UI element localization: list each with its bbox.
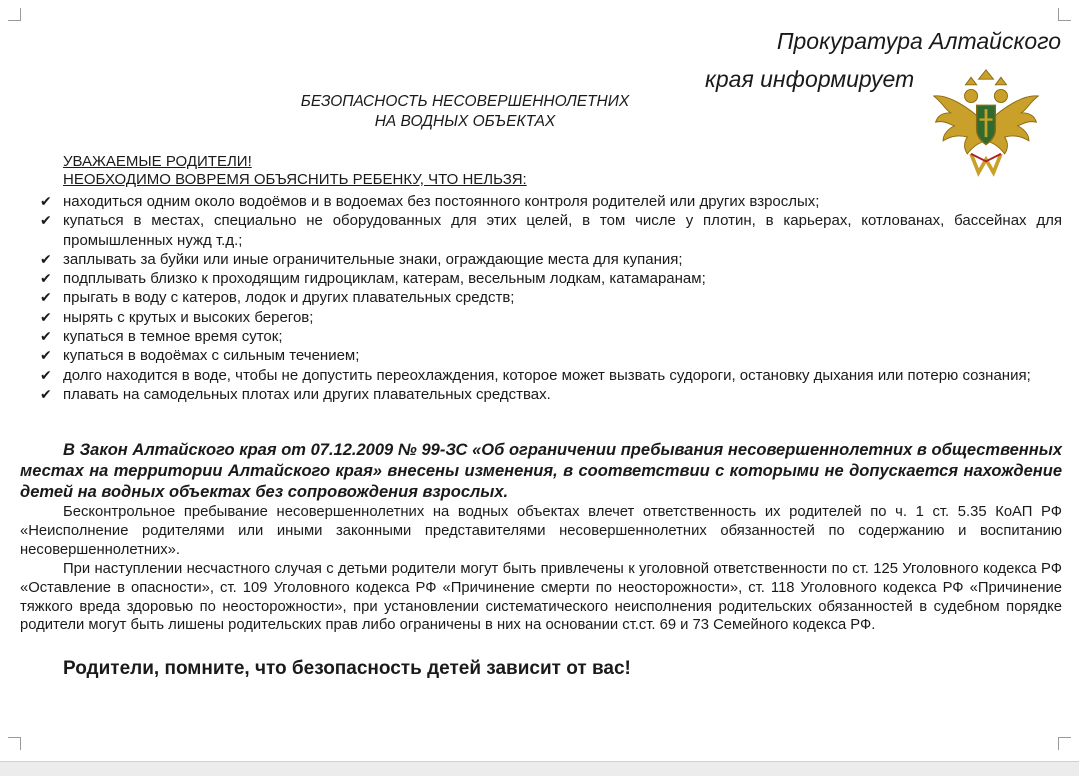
list-item-text: купаться в местах, специально не оборудованных для этих целей, в том числе у плотин, в карьерах, котлованах, бассейнах для промышленных нужд т.д.; bbox=[63, 212, 1062, 249]
page-bottom-edge bbox=[0, 761, 1079, 776]
list-item bbox=[20, 327, 1062, 346]
list-item-text: плавать на самодельных плотах или других плавательных средствах. bbox=[63, 385, 551, 403]
checkmark-icon: ✔ bbox=[40, 308, 52, 325]
list-item bbox=[20, 308, 1062, 327]
list-item-text: подплывать близко к проходящим гидроциклам, катерам, весельным лодкам, катамаранам; bbox=[63, 270, 706, 288]
list-item-text: нырять с крутых и высоких берегов; bbox=[63, 308, 314, 326]
list-item-text: купаться в водоёмах с сильным течением; bbox=[63, 347, 360, 365]
appeal-line-2: НЕОБХОДИМО ВОВРЕМЯ ОБЪЯСНИТЬ РЕБЕНКУ, ЧТО НЕЛЬЗЯ: bbox=[63, 171, 527, 188]
checkmark-icon: ✔ bbox=[40, 250, 52, 267]
title-line-2: НА ВОДНЫХ ОБЪЕКТАХ bbox=[374, 113, 556, 130]
closing-statement: Родители, помните, что безопасность детей зависит от вас! bbox=[63, 658, 631, 679]
list-item-text: прыгать в воду с катеров, лодок и других плавательных средств; bbox=[63, 289, 515, 307]
appeal-line-1: УВАЖАЕМЫЕ РОДИТЕЛИ! bbox=[63, 153, 252, 170]
list-item bbox=[20, 211, 1062, 250]
page-corner-mark bbox=[8, 737, 21, 750]
list-item-text: купаться в темное время суток; bbox=[63, 328, 283, 346]
checkmark-icon: ✔ bbox=[40, 366, 52, 383]
list-item bbox=[20, 269, 1062, 288]
list-item bbox=[20, 385, 1062, 404]
page-corner-mark bbox=[8, 8, 21, 21]
document-title bbox=[230, 92, 700, 132]
criminal-liability-paragraph: При наступлении несчастного случая с детьми родители могут быть привлечены к уголовной ответственности по ст. 125 Уголовного кодекса РФ «Оставление в опасности», ст. 109 Уголовного кодекса РФ «Причинение смерти по неосторожности», ст. 118 Уголовного кодекса РФ «Причинение тяжкого вреда здоровью по неосторожности», при установлении систематического неисполнения родительских обязанностей в судебном порядке родители могут быть лишены родительских прав либо ограничены в них на основании ст.ст. 69 и 73 Семейного кодекса РФ. bbox=[20, 561, 1062, 634]
liability-paragraph: Бесконтрольное пребывание несовершеннолетних на водных объектах влечет ответственность их родителей по ч. 1 ст. 5.35 КоАП РФ «Неисполнение родителями или иными законными представителями несовершеннолетних обязанностей по содержанию и воспитанию несовершеннолетних». bbox=[20, 504, 1062, 558]
appeal-heading bbox=[63, 153, 527, 189]
checkmark-icon: ✔ bbox=[40, 289, 52, 306]
law-amendment-paragraph: В Закон Алтайского края от 07.12.2009 № 99-ЗС «Об ограничении пребывания несовершеннолетних в общественных местах на территории Алтайского края» внесены изменения, в соответствии с которыми не допускается нахождение детей на водных объектах без сопровождения взрослых. bbox=[20, 441, 1062, 501]
header-line-2: края информирует bbox=[705, 66, 915, 92]
list-item bbox=[20, 250, 1062, 269]
list-item-text: находиться одним около водоёмов и в водоемах без постоянного контроля родителей или других взрослых; bbox=[63, 193, 820, 210]
list-item bbox=[20, 192, 1062, 211]
checkmark-icon: ✔ bbox=[40, 193, 52, 209]
page-corner-mark bbox=[1058, 8, 1071, 21]
list-item bbox=[20, 288, 1062, 307]
list-item bbox=[20, 346, 1062, 365]
checkmark-icon: ✔ bbox=[40, 385, 52, 402]
header-line-1: Прокуратура Алтайского bbox=[776, 28, 1061, 54]
prohibitions-list bbox=[20, 192, 1062, 404]
title-line-1: БЕЗОПАСНОСТЬ НЕСОВЕРШЕННОЛЕТНИХ bbox=[300, 93, 630, 110]
checkmark-icon: ✔ bbox=[40, 328, 52, 345]
checkmark-icon: ✔ bbox=[40, 270, 52, 287]
prosecutor-emblem-icon bbox=[930, 68, 1042, 180]
list-item bbox=[20, 366, 1062, 385]
list-item-text: долго находится в воде, чтобы не допустить переохлаждения, которое может вызвать судороги, остановку дыхания или потерю сознания; bbox=[63, 366, 1031, 384]
list-item-text: заплывать за буйки или иные ограничительные знаки, ограждающие места для купания; bbox=[63, 250, 683, 268]
checkmark-icon: ✔ bbox=[40, 347, 52, 364]
page-corner-mark bbox=[1058, 737, 1071, 750]
checkmark-icon: ✔ bbox=[40, 212, 52, 229]
